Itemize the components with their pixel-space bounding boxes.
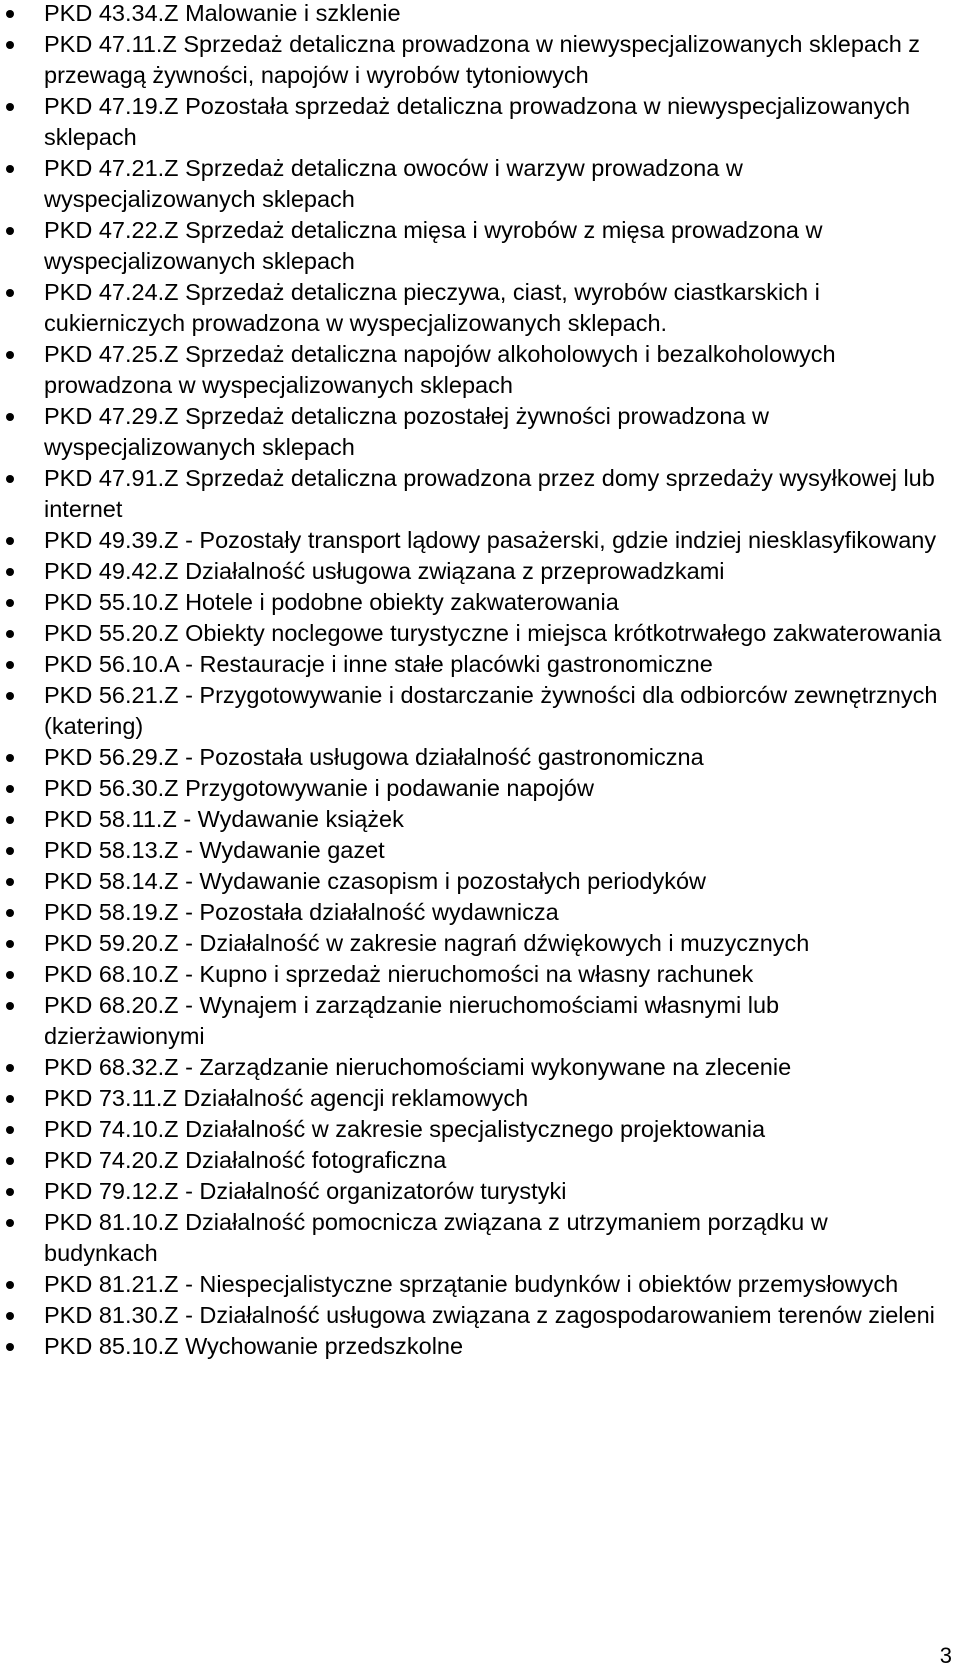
list-item-text: PKD 47.21.Z Sprzedaż detaliczna owoców i warzyw prowadzona w wyspecjalizowanych sklepach bbox=[44, 155, 743, 212]
list-item-text: PKD 73.11.Z Działalność agencji reklamowych bbox=[44, 1085, 529, 1111]
list-item bbox=[44, 91, 944, 153]
bullet-icon bbox=[6, 1343, 14, 1351]
list-item bbox=[44, 215, 944, 277]
list-item bbox=[44, 29, 944, 91]
list-item bbox=[44, 866, 944, 897]
list-item bbox=[44, 1207, 944, 1269]
bullet-icon bbox=[6, 661, 14, 669]
list-item-text: PKD 56.21.Z - Przygotowywanie i dostarczanie żywności dla odbiorców zewnętrznych (katering) bbox=[44, 682, 938, 739]
list-item-text: PKD 47.25.Z Sprzedaż detaliczna napojów alkoholowych i bezalkoholowych prowadzona w wyspecjalizowanych sklepach bbox=[44, 341, 836, 398]
list-item bbox=[44, 1269, 944, 1300]
bullet-icon bbox=[6, 1002, 14, 1010]
list-item-text: PKD 56.10.A - Restauracje i inne stałe placówki gastronomiczne bbox=[44, 651, 713, 677]
bullet-icon bbox=[6, 847, 14, 855]
bullet-icon bbox=[6, 1064, 14, 1072]
list-item bbox=[44, 897, 944, 928]
bullet-icon bbox=[6, 816, 14, 824]
bullet-icon bbox=[6, 1281, 14, 1289]
list-item-text: PKD 68.20.Z - Wynajem i zarządzanie nieruchomościami własnymi lub dzierżawionymi bbox=[44, 992, 780, 1049]
list-item-text: PKD 85.10.Z Wychowanie przedszkolne bbox=[44, 1333, 464, 1359]
bullet-icon bbox=[6, 413, 14, 421]
list-item bbox=[44, 618, 944, 649]
bullet-icon bbox=[6, 971, 14, 979]
bullet-icon bbox=[6, 1219, 14, 1227]
bullet-icon bbox=[6, 165, 14, 173]
bullet-icon bbox=[6, 1188, 14, 1196]
list-item-text: PKD 49.39.Z - Pozostały transport lądowy pasażerski, gdzie indziej niesklasyfikowany bbox=[44, 527, 937, 553]
bullet-icon bbox=[6, 630, 14, 638]
list-item-text: PKD 47.24.Z Sprzedaż detaliczna pieczywa, ciast, wyrobów ciastkarskich i cukierniczych prowadzona w wyspecjalizowanych sklepach. bbox=[44, 279, 820, 336]
list-item-text: PKD 59.20.Z - Działalność w zakresie nagrań dźwiękowych i muzycznych bbox=[44, 930, 810, 956]
list-item bbox=[44, 463, 944, 525]
bullet-icon bbox=[6, 909, 14, 917]
bullet-icon bbox=[6, 1095, 14, 1103]
list-item bbox=[44, 277, 944, 339]
list-item bbox=[44, 1083, 944, 1114]
list-item bbox=[44, 773, 944, 804]
list-item bbox=[44, 742, 944, 773]
list-item-text: PKD 58.19.Z - Pozostała działalność wydawnicza bbox=[44, 899, 559, 925]
list-item-text: PKD 58.14.Z - Wydawanie czasopism i pozostałych periodyków bbox=[44, 868, 706, 894]
list-item-text: PKD 47.22.Z Sprzedaż detaliczna mięsa i wyrobów z mięsa prowadzona w wyspecjalizowanych sklepach bbox=[44, 217, 823, 274]
list-item-text: PKD 56.30.Z Przygotowywanie i podawanie napojów bbox=[44, 775, 594, 801]
bullet-icon bbox=[6, 754, 14, 762]
list-item-text: PKD 47.11.Z Sprzedaż detaliczna prowadzona w niewyspecjalizowanych sklepach z przewagą żywności, napojów i wyrobów tytoniowych bbox=[44, 31, 921, 88]
bullet-icon bbox=[6, 41, 14, 49]
bullet-icon bbox=[6, 1312, 14, 1320]
list-item-text: PKD 43.34.Z Malowanie i szklenie bbox=[44, 0, 401, 26]
list-item-text: PKD 68.10.Z - Kupno i sprzedaż nieruchomości na własny rachunek bbox=[44, 961, 754, 987]
page-number: 3 bbox=[939, 1643, 952, 1668]
list-item-text: PKD 55.20.Z Obiekty noclegowe turystyczne i miejsca krótkotrwałego zakwaterowania bbox=[44, 620, 942, 646]
bullet-icon bbox=[6, 537, 14, 545]
bullet-icon bbox=[6, 351, 14, 359]
list-item bbox=[44, 525, 944, 556]
list-item-text: PKD 47.19.Z Pozostała sprzedaż detaliczna prowadzona w niewyspecjalizowanych sklepach bbox=[44, 93, 911, 150]
list-item bbox=[44, 1331, 944, 1362]
list-item-text: PKD 81.10.Z Działalność pomocnicza związana z utrzymaniem porządku w budynkach bbox=[44, 1209, 828, 1266]
list-item bbox=[44, 649, 944, 680]
list-item bbox=[44, 804, 944, 835]
list-item bbox=[44, 1145, 944, 1176]
bullet-icon bbox=[6, 692, 14, 700]
list-item bbox=[44, 587, 944, 618]
list-item bbox=[44, 339, 944, 401]
bullet-icon bbox=[6, 289, 14, 297]
list-item-text: PKD 58.11.Z - Wydawanie książek bbox=[44, 806, 404, 832]
bullet-icon bbox=[6, 940, 14, 948]
list-item bbox=[44, 153, 944, 215]
list-item-text: PKD 79.12.Z - Działalność organizatorów turystyki bbox=[44, 1178, 567, 1204]
list-item-text: PKD 74.20.Z Działalność fotograficzna bbox=[44, 1147, 447, 1173]
list-item-text: PKD 58.13.Z - Wydawanie gazet bbox=[44, 837, 385, 863]
pkd-code-list bbox=[44, 0, 944, 1362]
list-item bbox=[44, 401, 944, 463]
list-item bbox=[44, 990, 944, 1052]
bullet-icon bbox=[6, 475, 14, 483]
list-item bbox=[44, 928, 944, 959]
list-item bbox=[44, 835, 944, 866]
list-item-text: PKD 47.91.Z Sprzedaż detaliczna prowadzona przez domy sprzedaży wysyłkowej lub internet bbox=[44, 465, 935, 522]
list-item bbox=[44, 0, 944, 29]
bullet-icon bbox=[6, 227, 14, 235]
list-item bbox=[44, 556, 944, 587]
list-item bbox=[44, 1176, 944, 1207]
bullet-icon bbox=[6, 785, 14, 793]
list-item bbox=[44, 680, 944, 742]
list-item-text: PKD 47.29.Z Sprzedaż detaliczna pozostałej żywności prowadzona w wyspecjalizowanych sklepach bbox=[44, 403, 769, 460]
bullet-icon bbox=[6, 103, 14, 111]
bullet-icon bbox=[6, 10, 14, 18]
list-item-text: PKD 74.10.Z Działalność w zakresie specjalistycznego projektowania bbox=[44, 1116, 766, 1142]
bullet-icon bbox=[6, 1157, 14, 1165]
list-item bbox=[44, 1052, 944, 1083]
list-item bbox=[44, 1300, 944, 1331]
bullet-icon bbox=[6, 1126, 14, 1134]
list-item-text: PKD 81.21.Z - Niespecjalistyczne sprzątanie budynków i obiektów przemysłowych bbox=[44, 1271, 899, 1297]
list-item bbox=[44, 1114, 944, 1145]
list-item-text: PKD 49.42.Z Działalność usługowa związana z przeprowadzkami bbox=[44, 558, 725, 584]
bullet-icon bbox=[6, 568, 14, 576]
list-item-text: PKD 56.29.Z - Pozostała usługowa działalność gastronomiczna bbox=[44, 744, 704, 770]
list-item-text: PKD 68.32.Z - Zarządzanie nieruchomościami wykonywane na zlecenie bbox=[44, 1054, 792, 1080]
bullet-icon bbox=[6, 599, 14, 607]
list-item-text: PKD 55.10.Z Hotele i podobne obiekty zakwaterowania bbox=[44, 589, 619, 615]
list-item-text: PKD 81.30.Z - Działalność usługowa związana z zagospodarowaniem terenów zieleni bbox=[44, 1302, 935, 1328]
list-item bbox=[44, 959, 944, 990]
bullet-icon bbox=[6, 878, 14, 886]
